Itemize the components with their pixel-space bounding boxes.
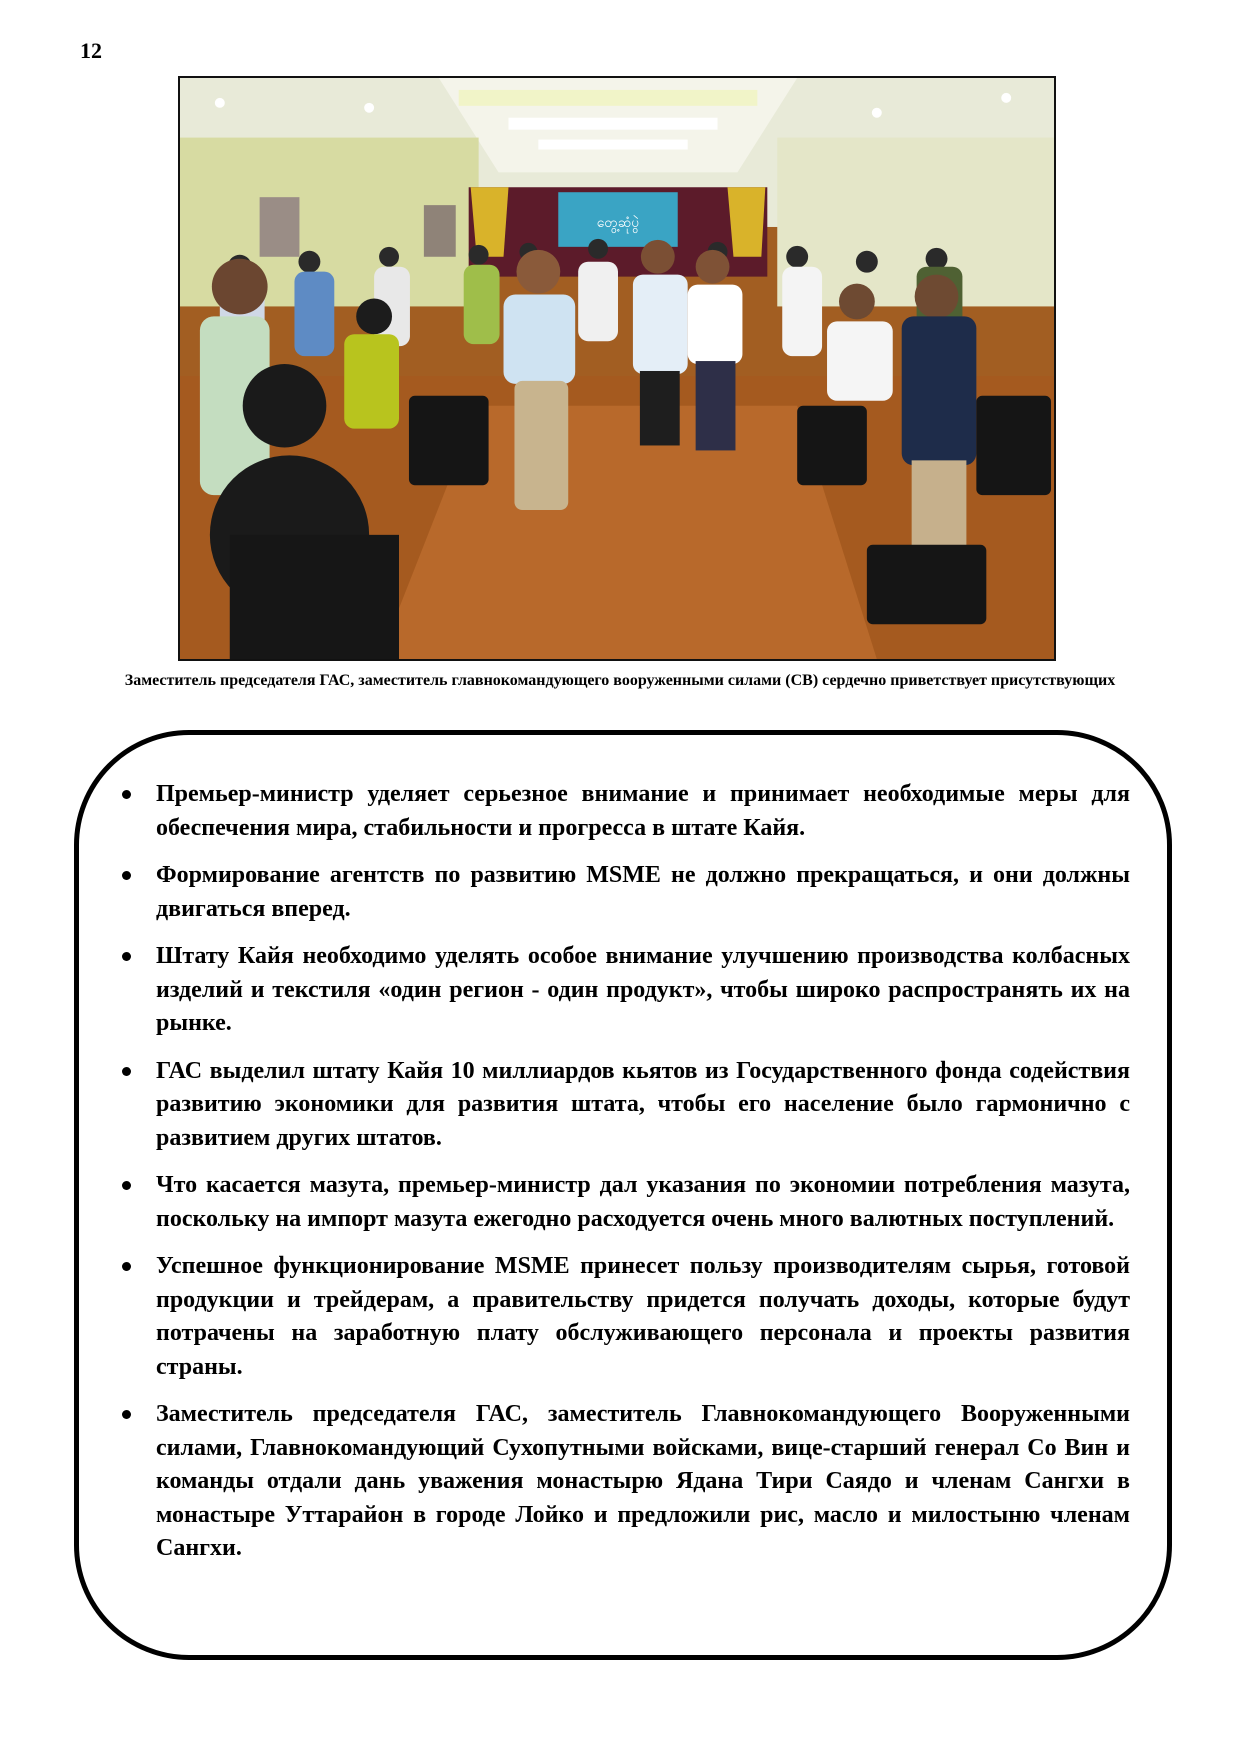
bullet-text: Формирование агентств по развитию MSME не должно прекращаться, и они должны двигаться вперед.	[156, 862, 1130, 922]
bullet-text: Что касается мазута, премьер-министр дал указания по экономии потребления мазута, поскольку на импорт мазута ежегодно расходуется очень много валютных поступлений.	[156, 1172, 1130, 1232]
bullet-text: Штату Кайя необходимо уделять особое внимание улучшению производства колбасных изделий и текстиля «один регион - один продукт», чтобы широко распространять их на рынке.	[156, 943, 1130, 1036]
bullet-item	[122, 1398, 1130, 1566]
bullet-item	[122, 1169, 1130, 1236]
banner-text: တွေ့ဆုံပွဲ	[596, 214, 640, 231]
bullet-icon	[122, 952, 131, 961]
bullet-item	[122, 1055, 1130, 1156]
bullet-icon	[122, 1262, 131, 1271]
bullet-text: Заместитель председателя ГАС, заместитель Главнокомандующего Вооруженными силами, Главнокомандующий Сухопутными войсками, вице-старший генерал Со Вин и команды отдали дань уважения монастырю Ядана Тири Саядо и членам Сангхи в монастыре Уттарайон в городе Лойко и предложили рис, масло и милостыню членам Сангхи.	[156, 1401, 1130, 1561]
bullet-item	[122, 940, 1130, 1041]
photo-caption: Заместитель председателя ГАС, заместитель главнокомандующего вооруженными силами (СВ) сердечно приветствует присутствующих	[124, 672, 1116, 689]
bullet-item	[122, 778, 1130, 845]
bullet-text: ГАС выделил штату Кайя 10 миллиардов кьятов из Государственного фонда содействия развитию экономики для развития штата, чтобы его население было гармонично с развитием других штатов.	[156, 1057, 1130, 1151]
bullet-icon	[122, 1067, 131, 1076]
page-number: 12	[80, 38, 102, 63]
bullet-item	[122, 859, 1130, 926]
bullet-list	[122, 778, 1130, 1580]
bullet-text: Успешное функционирование MSME принесет пользу производителям сырья, готовой продукции и трейдерам, а правительству придется получать доходы, которые будут потрачены на заработную плату обслуживающего персонала и проекты развития страны.	[156, 1253, 1130, 1380]
bullet-icon	[122, 871, 131, 880]
bullet-icon	[122, 1181, 131, 1190]
bullet-item	[122, 1250, 1130, 1384]
bullet-icon	[122, 1410, 131, 1419]
bullet-text: Премьер-министр уделяет серьезное внимание и принимает необходимые меры для обеспечения мира, стабильности и прогресса в штате Кайя.	[156, 781, 1130, 841]
meeting-photo	[178, 76, 1056, 661]
bullet-icon	[122, 790, 131, 799]
